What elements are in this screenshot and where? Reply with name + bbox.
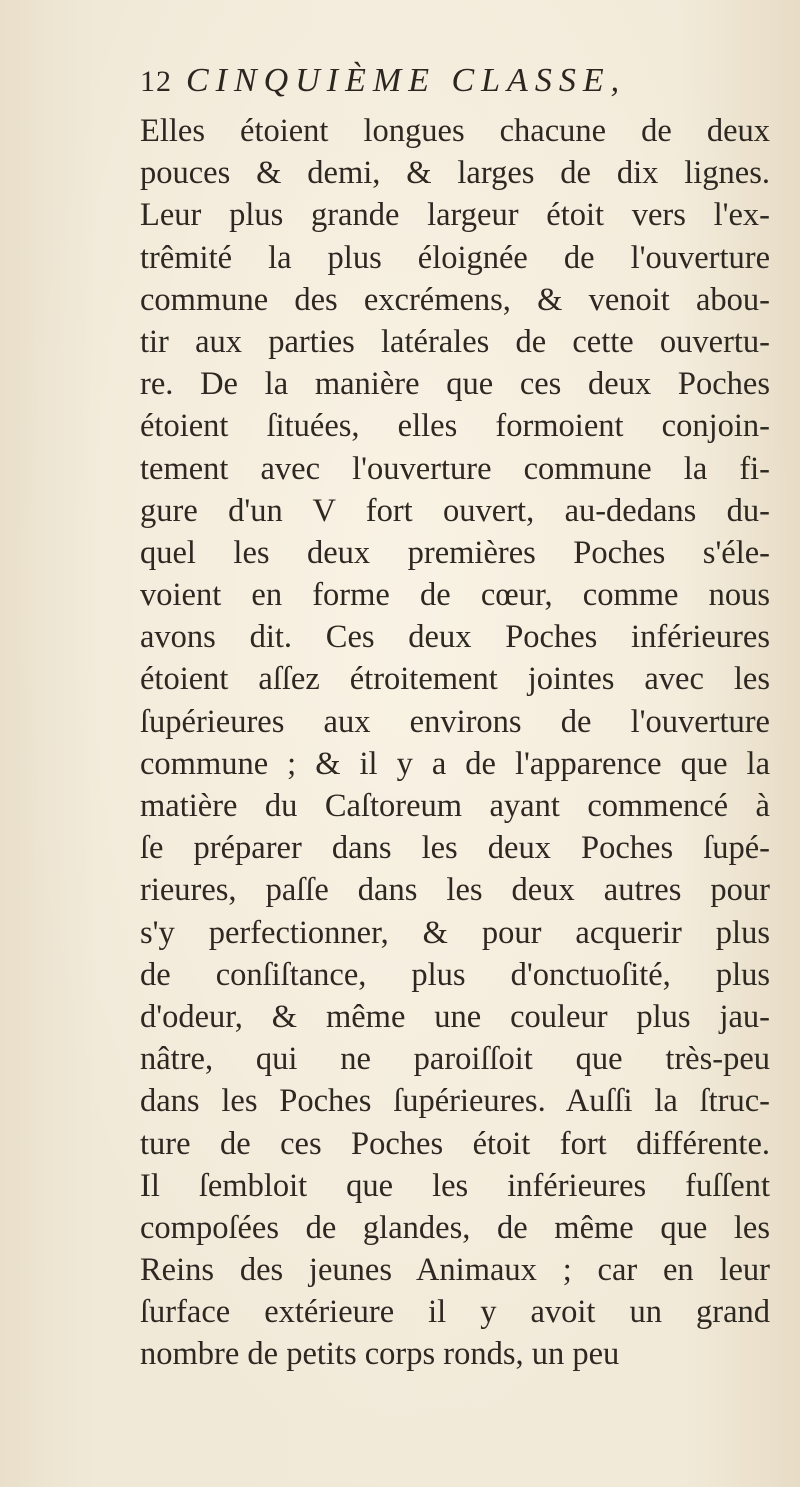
text-line: Elles étoient longues chacune de deux (140, 113, 770, 149)
text-line: dans les Poches ſupérieures. Auſſi la ſtruc- (140, 1083, 770, 1120)
text-line: Reins des jeunes Animaux ; car en leur (140, 1252, 770, 1289)
text-line: ſurface extérieure il y avoit un grand (140, 1294, 770, 1331)
text-line: de conſiſtance, plus d'onctuoſité, plus (140, 956, 770, 993)
text-line: tir aux parties latérales de cette ouvertu- (140, 323, 770, 360)
text-line: trêmité la plus éloignée de l'ouverture (140, 239, 770, 276)
text-line: quel les deux premières Poches s'éle- (140, 534, 770, 571)
text-line: ſe préparer dans les deux Poches ſupé- (140, 830, 770, 867)
text-line: ſupérieures aux environs de l'ouverture (140, 703, 770, 740)
body-text (140, 110, 770, 1376)
text-line: nâtre, qui ne paroiſſoit que très-peu (140, 1041, 770, 1078)
running-head-title: CINQUIÈME CLASSE, (186, 62, 627, 99)
text-line: pouces & demi, & larges de dix lignes. (140, 155, 770, 192)
running-head (140, 62, 720, 106)
text-line: étoient ſituées, elles formoient conjoin- (140, 408, 770, 445)
text-line: rieures, paſſe dans les deux autres pour (140, 872, 770, 909)
text-line: Il ſembloit que les inférieures fuſſent (140, 1167, 770, 1204)
text-line: tement avec l'ouverture commune la fi- (140, 450, 770, 487)
text-line: commune des excrémens, & venoit abou- (140, 281, 770, 318)
text-line: matière du Caſtoreum ayant commencé à (140, 788, 770, 824)
text-line: Leur plus grande largeur étoit vers l'ex- (140, 197, 770, 234)
text-line: commune ; & il y a de l'apparence que la (140, 745, 770, 782)
page-number: 12 (140, 65, 172, 98)
text-line: compoſées de glandes, de même que les (140, 1209, 770, 1246)
text-line: voient en forme de cœur, comme nous (140, 577, 770, 614)
text-line: s'y perfectionner, & pour acquerir plus (140, 914, 770, 951)
text-line: gure d'un V fort ouvert, au-dedans du- (140, 492, 770, 529)
text-line: avons dit. Ces deux Poches inférieures (140, 619, 770, 656)
text-line: re. De la manière que ces deux Poches (140, 366, 770, 403)
text-line: ture de ces Poches étoit fort différente. (140, 1125, 770, 1162)
text-line: d'odeur, & même une couleur plus jau- (140, 998, 770, 1035)
text-line: nombre de petits corps ronds, un peu (140, 1336, 620, 1373)
text-line: étoient aſſez étroitement jointes avec les (140, 661, 770, 698)
